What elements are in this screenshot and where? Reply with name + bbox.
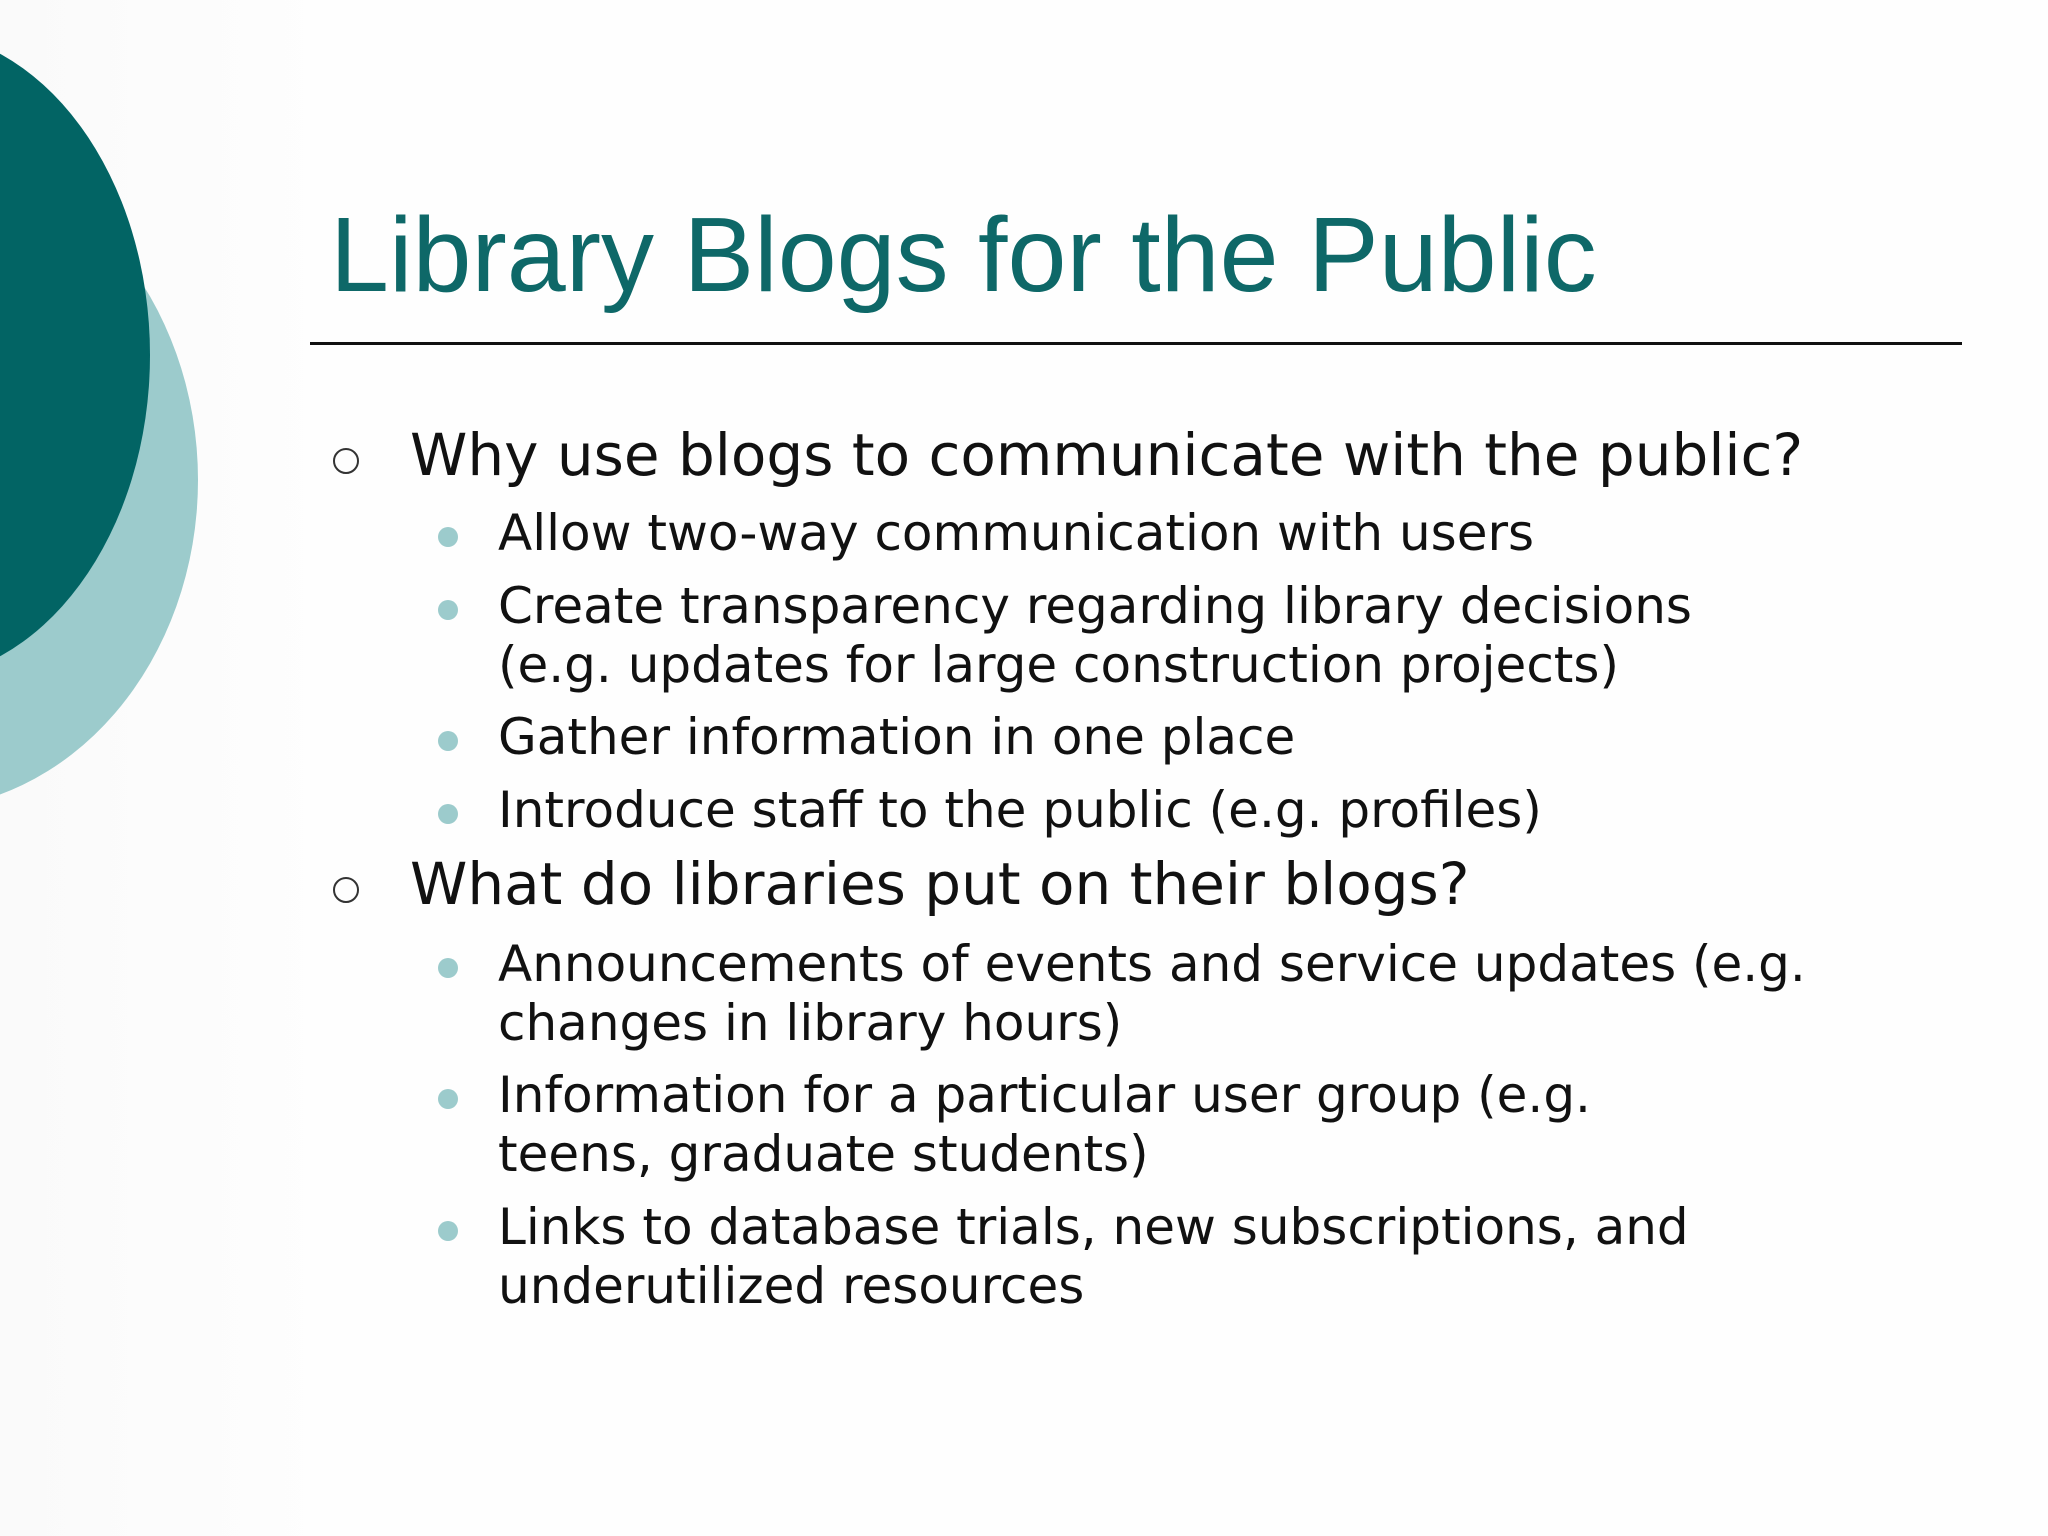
dot-bullet-icon xyxy=(438,1089,458,1109)
list-item: Introduce staff to the public (e.g. profiles) xyxy=(498,781,1542,839)
list-item: Announcements of events and service updates (e.g. xyxy=(498,935,1806,993)
hollow-circle-bullet-icon xyxy=(333,448,359,474)
dot-bullet-icon xyxy=(438,804,458,824)
list-item: Gather information in one place xyxy=(498,708,1296,766)
section-heading: Why use blogs to communicate with the public? xyxy=(410,421,1804,489)
dot-bullet-icon xyxy=(438,958,458,978)
list-item-continuation: teens, graduate students) xyxy=(498,1125,1149,1183)
dot-bullet-icon xyxy=(438,527,458,547)
list-item: Allow two-way communication with users xyxy=(498,504,1535,562)
list-item: Create transparency regarding library decisions xyxy=(498,577,1692,635)
hollow-circle-bullet-icon xyxy=(333,877,359,903)
list-item-continuation: (e.g. updates for large construction projects) xyxy=(498,636,1619,694)
dot-bullet-icon xyxy=(438,600,458,620)
slide-title: Library Blogs for the Public xyxy=(330,196,1597,314)
dot-bullet-icon xyxy=(438,731,458,751)
list-item-continuation: changes in library hours) xyxy=(498,994,1123,1052)
section-heading: What do libraries put on their blogs? xyxy=(410,850,1470,918)
list-item: Links to database trials, new subscriptions, and xyxy=(498,1198,1689,1256)
dot-bullet-icon xyxy=(438,1221,458,1241)
list-item: Information for a particular user group (e.g. xyxy=(498,1066,1591,1124)
list-item-continuation: underutilized resources xyxy=(498,1257,1085,1315)
